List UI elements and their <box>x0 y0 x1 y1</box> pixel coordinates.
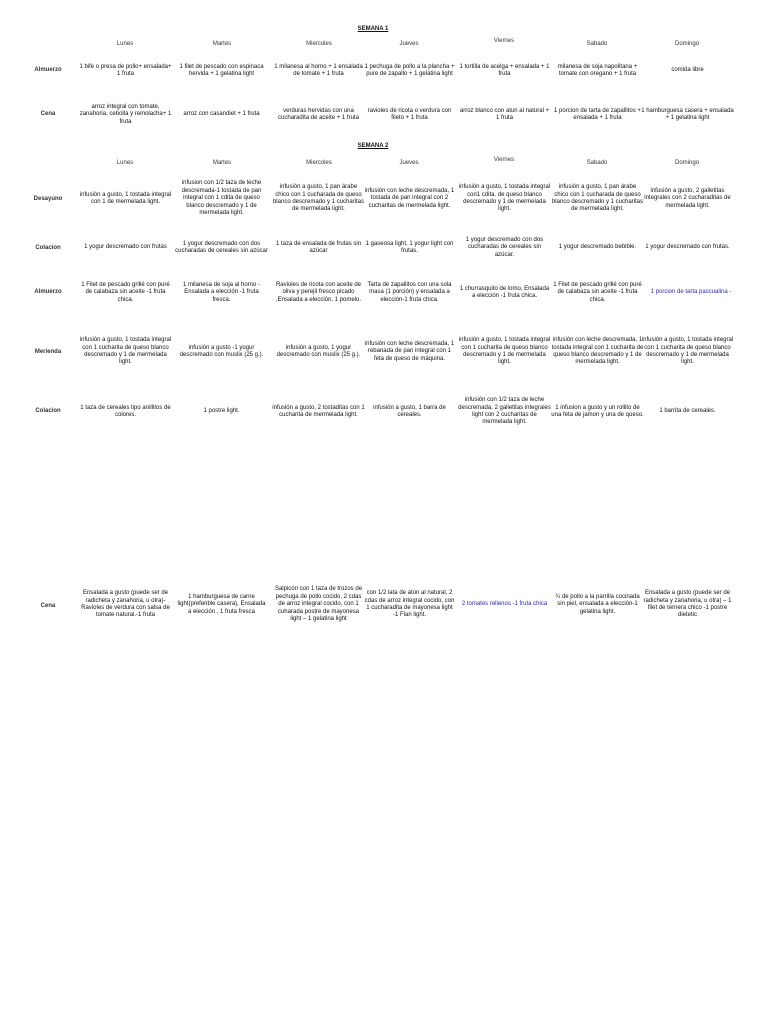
week2-cena-sabado: ¼ de pollo a la parrilla cocinada sin piel, ensalada a elección-1 gelatina light. <box>555 593 640 615</box>
week1-almuerzo-sabado: milanesa de soja napolitana + tomate con oregano + 1 fruta <box>557 63 638 77</box>
week2-meal-desayuno: Desayuno <box>33 196 63 202</box>
week2-desayuno-domingo: infusión a gusto, 2 galletitas integrales con 2 cucharaditas de mermelada light. <box>644 187 731 209</box>
week2-colacion1-miercoles: 1 taza de ensalada de frutas sin azúcar <box>275 240 362 254</box>
week2-merienda-domingo: infusión a gusto, 1 tostada integral con 1 cucharita de queso blanco descremado y 1 de mermelada light. <box>641 337 734 366</box>
week2-colacion2-sabado: 1 infusion a gusto y un rollito de una feta de jamon y una de queso. <box>551 404 644 418</box>
week2-cena-martes: 1 hamburguesa de carne light(preferible casera), Ensalada a elección , 1 fruta fresca <box>177 593 266 615</box>
week1-meal-cena: Cena <box>40 111 56 117</box>
week1-cena-viernes: arroz blanco con atun al natural + 1 fruta <box>459 107 550 121</box>
week2-colacion2-lunes: 1 taza de cereales tipo anillitos de colores. <box>80 404 171 418</box>
week2-colacion2-martes: 1 postre light. <box>203 408 240 415</box>
week2-colacion2-domingo: 1 barrita de cereales. <box>659 408 716 415</box>
week2-colacion1-lunes: 1 yogur descremado con frutas <box>84 244 167 251</box>
week2-colacion1-jueves: 1 gaseosa light, 1 yogur light con frutas. <box>365 240 454 254</box>
week2-day-domingo: Domingo <box>674 160 699 166</box>
week2-merienda-jueves: infusión con leche descremada, 1 rebanada de pan integral con 1 feta de queso de máquina. <box>364 340 455 362</box>
week2-colacion1-viernes: 1 yogur descremado con dos cucharadas de cereales sin azúcar. <box>465 236 544 258</box>
week1-day-miercoles: Miercoles <box>306 41 332 47</box>
week2-colacion1-domingo: 1 yogur descremado con frutas. <box>645 244 730 251</box>
week1-cena-jueves: ravioles de ricota o verdura con fileto + 1 fruta <box>367 107 452 121</box>
week2-day-miercoles: Miercoles <box>306 160 332 166</box>
week2-almuerzo-miercoles: Ravioles de ricota con aceite de oliva y perejil fresco picado ,Ensalada a elección, 1 pomelo. <box>275 281 362 303</box>
week2-day-sabado: Sabado <box>586 160 608 166</box>
week1-almuerzo-martes: 1 filet de pescado con espinaca hervida + 1 gelatina light <box>179 63 264 77</box>
week1-almuerzo-jueves: 1 pechuga de pollo a la plancha + pure de zapallo + 1 gelatina light <box>364 63 455 77</box>
week2-meal-cena: Cena <box>40 603 56 609</box>
week2-day-lunes: Lunes <box>116 160 134 166</box>
week2-meal-almuerzo: Almuerzo <box>34 289 62 295</box>
week2-desayuno-sabado: infusión a gusto, 1 pan árabe chico con 1 cucharada de queso blanco descremado y 1 cucharitas de mermelada light. <box>551 184 644 213</box>
week1-day-sabado: Sabado <box>586 41 608 47</box>
week2-desayuno-miercoles: infusión a gusto, 1 pan árabe chico con 1 cucharada de queso blanco descremado y 1 cucharitas de mermelada light. <box>272 184 365 213</box>
week2-almuerzo-jueves: Tarta de zapallitos con una sola masa (1 porción) y ensalada a elección-1 fruta chica. <box>367 281 452 303</box>
week2-day-martes: Martes <box>212 160 232 166</box>
week2-almuerzo-domingo: 1 porcion de tarta pascualina - <box>650 289 732 296</box>
week2-desayuno-jueves: infusión con leche descremada, 1 tostada de pan integral con 2 cucharitas de mermelada light. <box>364 187 455 209</box>
week2-colacion2-miercoles: infusión a gusto, 2 tostaditas con 1 cucharita de mermelada light. <box>272 404 365 418</box>
week1-day-viernes: Viernes <box>493 38 515 44</box>
week1-day-lunes: Lunes <box>116 41 134 47</box>
week1-day-jueves: Jueves <box>399 41 419 47</box>
week2-cena-viernes: 2 tomates rellenos -1 fruta chica <box>461 601 548 608</box>
week1-cena-domingo: 1 hamburguesa casera + ensalada + 1 gelatina light <box>641 107 734 121</box>
week2-cena-lunes: Ensalada a gusto (puede ser de radicheta y zanahoria, u otra)-Ravioles de verdura con salsa de tomate natural.-1 fruta <box>81 590 170 619</box>
week1-cena-sabado: 1 porcion de tarta de zapallitos + ensalada + 1 fruta <box>554 107 641 121</box>
week1-almuerzo-lunes: 1 bife o presa de pollo+ ensalada+ 1 fruta <box>79 63 172 77</box>
week2-title: SEMANA 2 <box>357 143 389 149</box>
week2-cena-domingo: Ensalada a gusto (puede ser de radicheta y zanahoria, u otra) – 1 filet de ternera chico -1 postre dietetic <box>643 590 732 619</box>
week1-day-domingo: Domingo <box>674 41 699 47</box>
week2-cena-miercoles: Salpicón con 1 taza de trozos de pechuga de pollo cocido, 2 cdas de arroz integral cocido, con 1 cuharada postre de mayonesa light – 1 gelatina light <box>274 586 363 623</box>
week1-almuerzo-miercoles: 1 milanesa al horno + 1 ensalada de tomate + 1 fruta <box>274 63 363 77</box>
week1-day-martes: Martes <box>212 41 232 47</box>
week2-almuerzo-martes: 1 milanesa de soja al horno -Ensalada a elección -1 fruta fresca. <box>182 281 261 303</box>
week2-colacion1-sabado: 1 yogur descremado bebible. <box>558 244 637 251</box>
week2-cena-jueves: con 1/2 lata de atún al natural, 2 cdas de arroz integral cocido, con 1 cucharadita de mayonesa light -1 Flan light. <box>364 590 455 619</box>
week2-colacion2-viernes: infusión con 1/2 taza de leche descremada, 2 galletitas integrales light con 2 cucharitas de mermelada light. <box>458 397 551 426</box>
week2-day-viernes: Viernes <box>493 157 515 163</box>
week2-merienda-lunes: infusión a gusto, 1 tostada integral con 1 cucharita de queso blanco descremado y 1 de mermelada light. <box>79 337 172 366</box>
week1-cena-miercoles: verduras hervidas con una cucharadita de aceite + 1 fruta <box>278 107 359 121</box>
week2-desayuno-martes: infusion con 1/2 taza de leche descremada-1 tostada de pan integral con 1 cdita de queso blanco descremado y 1 de mermelada light. <box>181 180 262 217</box>
week2-desayuno-lunes: infusión a gusto, 1 tostada integral con 1 de mermelada light. <box>79 191 172 205</box>
week2-merienda-sabado: infusión con leche descremada, 1 tostada integral con 1 cucharita de queso blanco descremado y 1 de mermelada light. <box>551 337 644 366</box>
week2-almuerzo-sabado: 1 Filet de pescado grillé con puré de calabaza sin aceite -1 fruta chica. <box>553 281 642 303</box>
week2-meal-colacion-2: Colacion <box>35 408 61 414</box>
week1-cena-lunes: arroz integral con tomate, zanahoria, cebolla y remolacha+ 1 fruta <box>79 103 172 125</box>
week2-colacion2-jueves: infusión a gusto, 1 barra de cereales. <box>373 404 446 418</box>
week2-merienda-viernes: infusión a gusto, 1 tostada integral con 1 cucharita de queso blanco descremado y 1 de mermelada light. <box>458 337 551 366</box>
week1-almuerzo-viernes: 1 tortilla de acelga + ensalada + 1 fruta <box>459 63 550 77</box>
week2-almuerzo-viernes: 1 churrasquito de lomo, Ensalada a elección -1 fruta chica. <box>459 285 550 299</box>
week2-colacion1-martes: 1 yogur descremado con dos cucharadas de cereales sin azúcar <box>175 240 268 254</box>
week1-title: SEMANA 1 <box>357 26 389 32</box>
week2-day-jueves: Jueves <box>399 160 419 166</box>
week2-almuerzo-lunes: 1 Filet de pescado grillé con puré de calabaza sin aceite -1 fruta chica. <box>81 281 170 303</box>
week2-meal-colacion-1: Colacion <box>35 245 61 251</box>
week2-merienda-miercoles: infusión a gusto, 1 yogur descremado con muslix (25 g.). <box>276 344 361 358</box>
week2-meal-merienda: Merienda <box>34 349 62 355</box>
week1-cena-martes: arroz con casandiet + 1 fruta <box>183 111 260 118</box>
week1-meal-almuerzo: Almuerzo <box>34 67 62 73</box>
week2-merienda-martes: infusión a gusto -1 yogur descremado con muslix (25 g.). <box>179 344 264 358</box>
week1-almuerzo-domingo: comida libre <box>671 67 704 74</box>
week2-desayuno-viernes: infusión a gusto, 1 tostada integral con1 cdita. de queso blanco descremado y 1 de mermelada light. <box>458 184 551 213</box>
